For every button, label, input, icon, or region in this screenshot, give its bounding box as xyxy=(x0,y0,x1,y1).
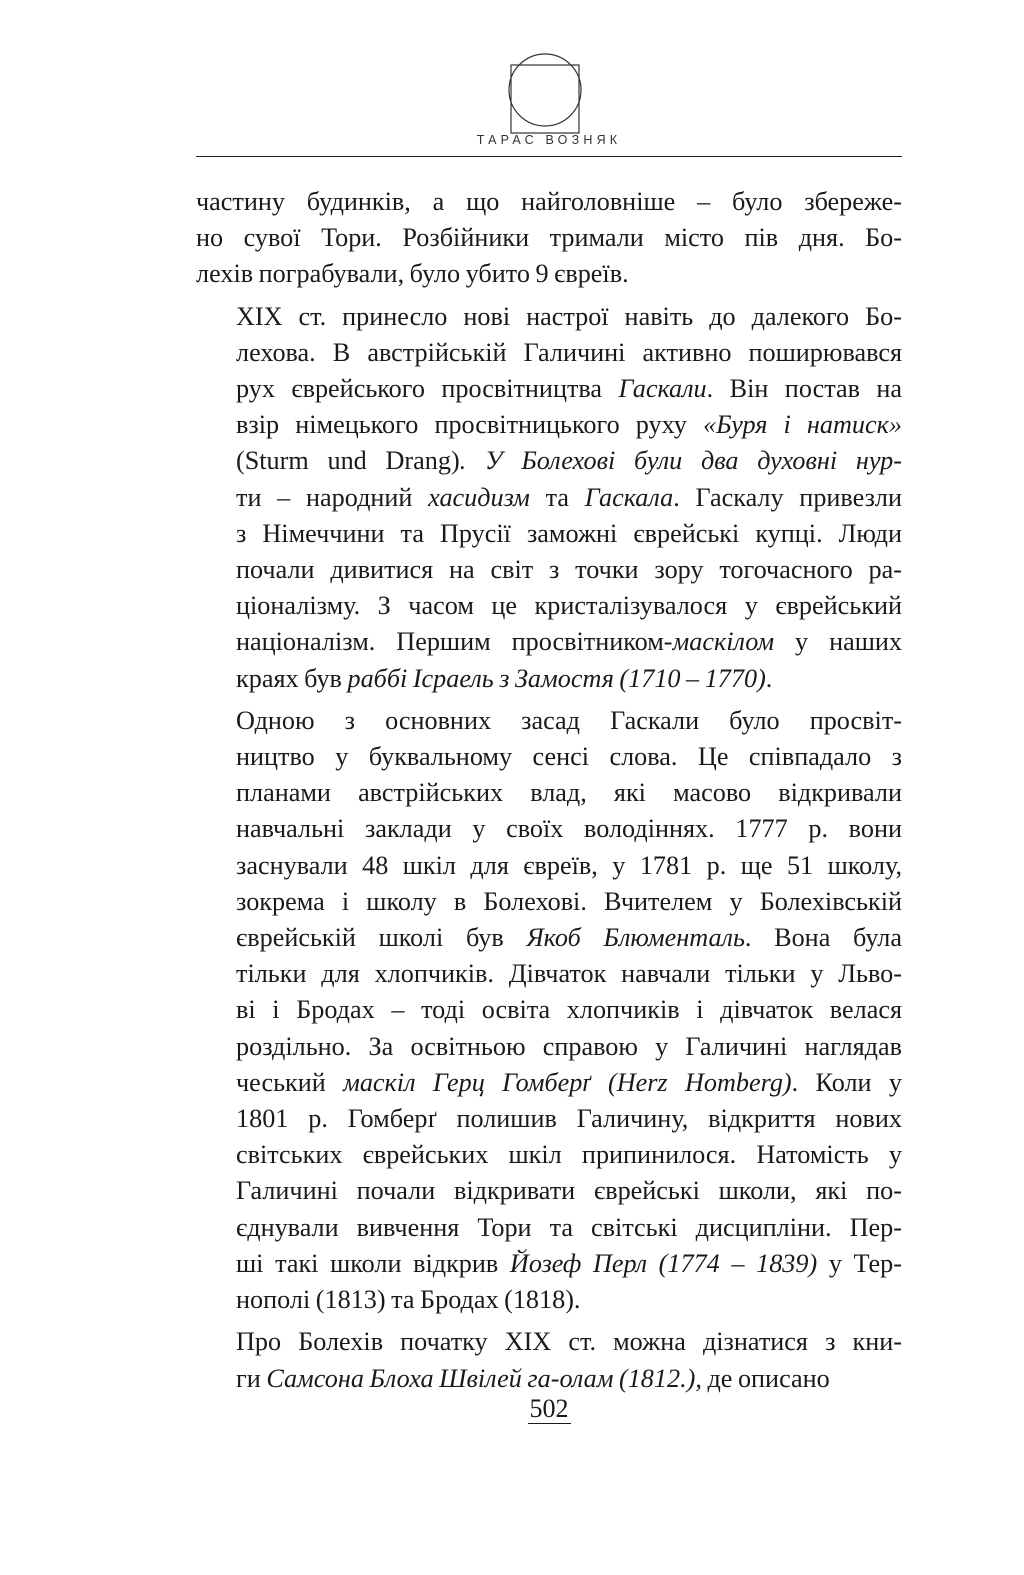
text-run: краях був xyxy=(236,663,348,693)
text-run: у Тер- xyxy=(817,1248,902,1278)
text-run: лехів пограбували, було убито 9 євреїв. xyxy=(196,259,629,289)
text-line xyxy=(196,1173,902,1209)
body-text xyxy=(196,184,902,1397)
text-line xyxy=(196,588,902,624)
text-line xyxy=(196,739,902,775)
text-line xyxy=(196,1361,902,1397)
text-run: ві і Бродах – тоді освіта хлопчиків і дівчаток велася xyxy=(236,995,902,1025)
text-line xyxy=(196,956,902,992)
text-run: . Вона була xyxy=(744,923,902,953)
text-run: . Гаскалу привезли xyxy=(673,482,903,512)
text-run: світських єврейських шкіл припинилося. Натомість у xyxy=(236,1140,902,1170)
italic-term: маскіл Герц Гомберґ (Herz Homberg) xyxy=(343,1067,792,1097)
text-run: взір німецького просвітницького руху xyxy=(236,410,703,440)
text-run: ціоналізму. З часом це кристалізувалося у єврейський xyxy=(236,591,902,621)
text-run: ти – народний xyxy=(236,482,429,512)
text-line xyxy=(196,1101,902,1137)
text-run: ги xyxy=(236,1363,267,1393)
text-line xyxy=(196,480,902,516)
text-line xyxy=(196,1324,902,1360)
italic-term: маскілом xyxy=(672,627,775,657)
text-line xyxy=(196,661,902,697)
text-run: з Німеччини та Прусії заможні єврейські купці. Люди xyxy=(236,518,902,548)
body-paragraph xyxy=(196,299,902,697)
text-line xyxy=(196,992,902,1028)
italic-term: раббі Ісраель з Замостя (1710 – 1770) xyxy=(347,663,766,693)
running-head-author: ТАРАС ВОЗНЯК xyxy=(476,133,622,147)
text-run: почали дивитися на світ з точки зору тогочасного ра- xyxy=(236,555,902,585)
text-run: націоналізм. Першим просвітником- xyxy=(236,627,673,657)
italic-term: Йозеф Перл (1774 – 1839) xyxy=(509,1248,818,1278)
text-line xyxy=(196,884,902,920)
text-line xyxy=(196,1137,902,1173)
text-line xyxy=(196,920,902,956)
text-line xyxy=(196,443,902,479)
text-line xyxy=(196,703,902,739)
text-run: у наших xyxy=(774,627,902,657)
circle-square-emblem-icon xyxy=(507,46,583,138)
text-run: Галичині почали відкривати єврейські школи, які по- xyxy=(236,1176,902,1206)
italic-term: Гаскали xyxy=(618,374,707,404)
text-line xyxy=(196,1210,902,1246)
text-line xyxy=(196,624,902,660)
italic-term: «Буря і натиск» xyxy=(702,410,902,440)
text-line xyxy=(196,407,902,443)
text-line xyxy=(196,552,902,588)
text-run: та xyxy=(529,482,585,512)
text-run: де описано xyxy=(701,1363,830,1393)
text-line xyxy=(196,848,902,884)
text-run: єднували вивчення Тори та світські дисципліни. Пер- xyxy=(236,1212,902,1242)
text-run: XIX ст. принесло нові настрої навіть до далекого Бо- xyxy=(236,301,902,331)
page-number xyxy=(196,1394,902,1424)
text-run: . Коли у xyxy=(791,1067,903,1097)
text-run: планами австрійських влад, які масово відкривали xyxy=(236,778,902,808)
text-line xyxy=(196,299,902,335)
text-line xyxy=(196,220,902,256)
text-run: рух єврейського просвітництва xyxy=(236,374,619,404)
text-line xyxy=(196,184,902,220)
text-run: лехова. В австрійській Галичині активно поширювався xyxy=(236,337,902,367)
italic-term: хасидизм xyxy=(428,482,530,512)
text-line xyxy=(196,256,902,292)
text-run: навчальні заклади у своїх володіннях. 1777 р. вони xyxy=(236,814,902,844)
header-rule xyxy=(196,156,902,157)
text-run: (Sturm und Drang) xyxy=(236,446,460,476)
italic-term: Якоб Блюменталь xyxy=(526,923,745,953)
italic-term: . У Болехові були два духовні нур- xyxy=(459,446,902,476)
text-run: нополі (1813) та Бродах (1818). xyxy=(236,1285,581,1315)
text-run: роздільно. За освітньою справою у Галичині наглядав xyxy=(236,1031,902,1061)
text-line xyxy=(196,335,902,371)
text-run: єврейській школі був xyxy=(236,923,527,953)
text-line xyxy=(196,1029,902,1065)
text-line xyxy=(196,811,902,847)
text-run: но сувої Тори. Розбійники тримали місто пів дня. Бо- xyxy=(196,223,902,253)
italic-term: Самсона Блоха Швілей га-олам (1812.), xyxy=(266,1363,702,1393)
text-run: 1801 р. Гомберґ полишив Галичину, відкриття нових xyxy=(236,1104,902,1134)
text-run: частину будинків, а що найголовніше – було збереже- xyxy=(196,187,902,216)
text-run: зокрема і школу в Болехові. Вчителем у Болехівській xyxy=(236,886,902,916)
text-run: заснували 48 шкіл для євреїв, у 1781 р. ще 51 школу, xyxy=(236,850,902,880)
text-run: Одною з основних засад Гаскали було просвіт- xyxy=(236,705,902,735)
body-paragraph xyxy=(196,703,902,1318)
text-run: Про Болехів початку XIX ст. можна дізнатися з кни- xyxy=(236,1327,902,1357)
body-paragraph xyxy=(196,1324,902,1396)
text-run: ші такі школи відкрив xyxy=(236,1248,510,1278)
text-line xyxy=(196,371,902,407)
text-run: ництво у буквальному сенсі слова. Це співпадало з xyxy=(236,742,902,772)
text-line xyxy=(196,1246,902,1282)
text-run: тільки для хлопчиків. Дівчаток навчали тільки у Льво- xyxy=(236,959,902,989)
page-number-value: 502 xyxy=(529,1394,569,1423)
text-run: чеський xyxy=(236,1067,344,1097)
text-line xyxy=(196,775,902,811)
body-paragraph xyxy=(196,184,902,293)
text-line xyxy=(196,1282,902,1318)
text-line xyxy=(196,516,902,552)
text-run: . Він постав на xyxy=(706,374,903,404)
italic-term: Гаскала xyxy=(584,482,674,512)
text-line xyxy=(196,1065,902,1101)
text-run: . xyxy=(765,663,773,693)
